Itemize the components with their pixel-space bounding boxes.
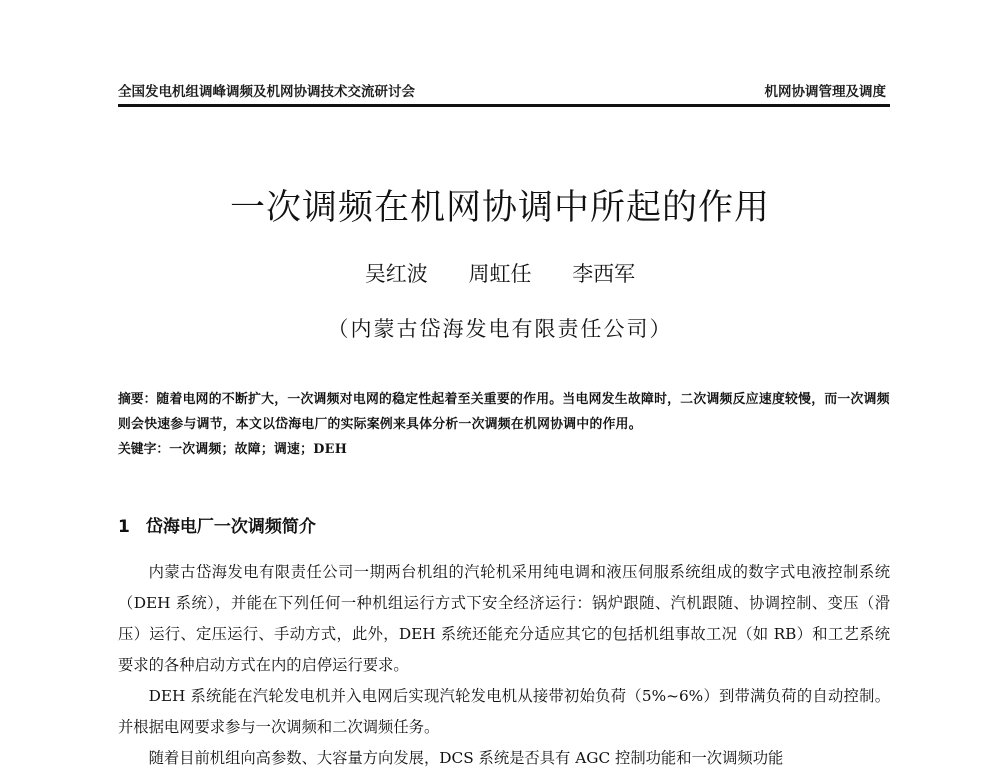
section-number: 1 bbox=[118, 517, 130, 537]
section-title: 岱海电厂一次调频简介 bbox=[145, 517, 316, 537]
paragraph: 随着目前机组向高参数、大容量方向发展，DCS 系统是否具有 AGC 控制功能和一次调频功能 bbox=[148, 749, 784, 767]
author-list bbox=[0, 258, 1000, 288]
abstract-label: 摘要： bbox=[118, 392, 157, 407]
abstract-text: 随着电网的不断扩大，一次调频对电网的稳定性起着至关重要的作用。当电网发生故障时，二次调频反应速度较慢，而一次调频则会快速参与调节，本文以岱海电厂的实际案例来具体分析一次调频在机网协调中的作用。 bbox=[118, 392, 890, 432]
affiliation: （内蒙古岱海发电有限责任公司） bbox=[327, 317, 673, 341]
paragraph: 内蒙古岱海发电有限责任公司一期两台机组的汽轮机采用纯电调和液压伺服系统组成的数字式电液控制系统（DEH 系统），并能在下列任何一种机组运行方式下安全经济运行：锅炉跟随、汽机跟随、协调控制、变压（滑压）运行、定压运行、手动方式，此外，DEH 系统还能充分适应其它的包括机组事故工况（如 RB）和工艺系统要求的各种启动方式在内的启停运行要求。 bbox=[118, 563, 890, 674]
header-rule bbox=[118, 104, 890, 107]
header-section-title: 机网协调管理及调度 bbox=[764, 84, 886, 100]
body-text bbox=[118, 557, 890, 774]
running-header bbox=[118, 80, 890, 102]
author: 李西军 bbox=[572, 262, 636, 286]
author: 吴红波 bbox=[364, 262, 428, 286]
abstract-block bbox=[118, 387, 890, 462]
author: 周虹任 bbox=[468, 262, 532, 286]
keywords-label: 关键字： bbox=[118, 442, 170, 457]
header-conference-title: 全国发电机组调峰调频及机网协调技术交流研讨会 bbox=[118, 84, 415, 100]
keywords bbox=[118, 437, 890, 462]
paragraph: DEH 系统能在汽轮发电机并入电网后实现汽轮发电机从接带初始负荷（5%~6%）到带满负荷的自动控制。并根据电网要求参与一次调频和二次调频任务。 bbox=[118, 687, 890, 736]
paper-title: 一次调频在机网协调中所起的作用 bbox=[229, 188, 770, 228]
section-heading bbox=[118, 512, 316, 537]
abstract bbox=[118, 387, 890, 437]
keywords-text: 一次调频；故障；调速；DEH bbox=[169, 442, 348, 457]
